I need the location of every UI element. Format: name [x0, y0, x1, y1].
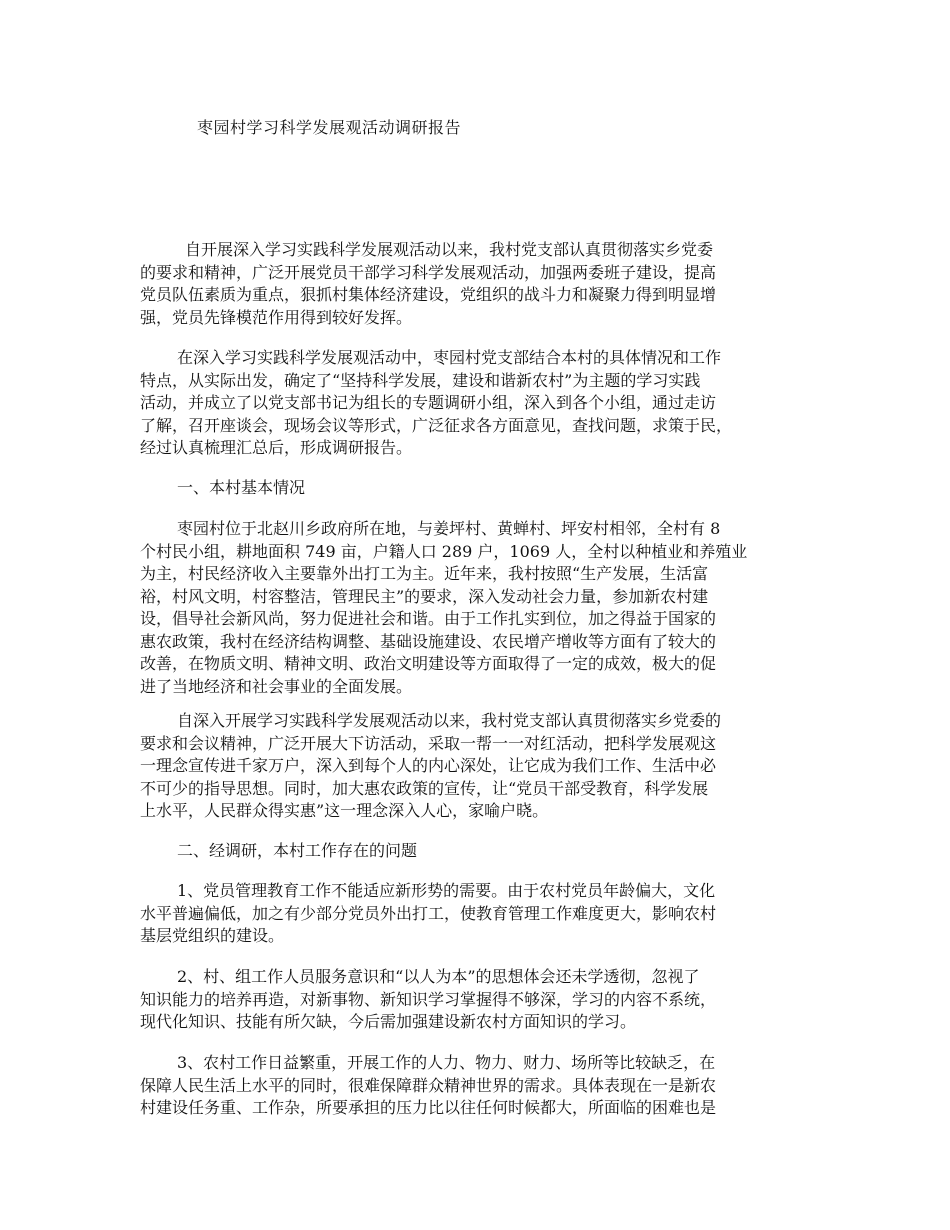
text-line: 为主，村民经济收入主要靠外出打工为主。近年来，我村按照“生产发展，生活富: [140, 564, 709, 583]
text-line: 了解，召开座谈会，现场会议等形式，广泛征求各方面意见，查找问题，求策于民，: [140, 415, 733, 435]
text-line: 知识能力的培养再造，对新事物、新知识学习掌握得不够深，学习的内容不系统，: [140, 989, 717, 1009]
paragraph-activities: [140, 710, 820, 823]
text-line: 的要求和精神，广泛开展党员干部学习科学发展观活动，加强两委班子建设，提高: [140, 262, 717, 282]
text-line: 惠农政策，我村在经济结构调整、基础设施建设、农民增产增收等方面有了较大的: [140, 631, 717, 651]
paragraph-issue-2: [140, 966, 820, 1034]
text-line: 2、村、组工作人员服务意识和“以人为本”的思想体会还未学透彻，忽视了: [177, 967, 700, 986]
text-line: 上水平，人民群众得实惠”这一理念深入人心，家喻户晓。: [140, 801, 549, 820]
document-title: 枣园村学习科学发展观活动调研报告: [197, 118, 462, 137]
text-line: 一理念宣传进千家万户，深入到每个人的内心深处，让它成为我们工作、生活中必: [140, 756, 717, 775]
text-line: 裕，村风文明，村容整洁，管理民主”的要求，深入发动社会力量，参加新农村建: [140, 586, 709, 606]
text-line: 党员队伍素质为重点，狠抓村集体经济建设，党组织的战斗力和凝聚力得到明显增: [140, 285, 717, 304]
text-line: 保障人民生活上水平的同时，很难保障群众精神世界的需求。具体表现在一是新农: [140, 1075, 717, 1095]
text-line: 水平普遍偏低，加之有少部分党员外出打工，使教育管理工作难度更大，影响农村: [140, 903, 717, 923]
text-line: 3、农村工作日益繁重，开展工作的人力、物力、财力、场所等比较缺乏，在: [177, 1053, 716, 1072]
text-line: 自深入开展学习实践科学发展观活动以来，我村党支部认真贯彻落实乡党委的: [177, 711, 722, 730]
paragraph-method: [140, 347, 820, 460]
text-line: 村建设任务重、工作杂，所要承担的压力比以往任何时候都大，所面临的困难也是: [140, 1098, 717, 1117]
text-line: 不可少的指导思想。同时，加大惠农政策的宣传，让“党员干部受教育，科学发展: [140, 778, 709, 798]
text-line: 个村民小组，耕地面积 749 亩，户籍人口 289 户，1069 人，全村以种植业和养殖业: [140, 541, 748, 561]
paragraph-issue-3: [140, 1052, 820, 1120]
text-line: 经过认真梳理汇总后，形成调研报告。: [140, 438, 413, 457]
text-line: 1、党员管理教育工作不能适应新形势的需要。由于农村党员年龄偏大，文化: [177, 881, 716, 900]
paragraph-basic-info: [140, 518, 820, 698]
text-line: 现代化知识、技能有所欠缺，今后需加强建设新农村方面知识的学习。: [140, 1012, 637, 1031]
section-heading: 二、经调研，本村工作存在的问题: [177, 841, 418, 860]
text-line: 在深入学习实践科学发展观活动中，枣园村党支部结合本村的具体情况和工作: [177, 348, 722, 367]
text-line: 特点，从实际出发，确定了“坚持科学发展，建设和谐新农村”为主题的学习实践: [140, 370, 701, 390]
text-line: 基层党组织的建设。: [140, 926, 285, 945]
text-line: 要求和会议精神，广泛开展大下访活动，采取一帮一一对红活动，把科学发展观这: [140, 733, 717, 753]
text-line: 进了当地经济和社会事业的全面发展。: [140, 676, 413, 696]
section-heading: 一、本村基本情况: [177, 478, 306, 497]
text-line: 活动，并成立了以党支部书记为组长的专题调研小组，深入到各个小组，通过走访: [140, 393, 717, 412]
text-line: 设，倡导社会新风尚，努力促进社会和谐。由于工作扎实到位，加之得益于国家的: [140, 609, 717, 628]
text-line: 强，党员先锋模范作用得到较好发挥。: [140, 307, 413, 327]
paragraph-issue-1: [140, 880, 820, 948]
text-line: 自开展深入学习实践科学发展观活动以来，我村党支部认真贯彻落实乡党委: [185, 240, 714, 259]
text-line: 改善，在物质文明、精神文明、政治文明建设等方面取得了一定的成效，极大的促: [140, 654, 717, 673]
paragraph-intro: [140, 239, 820, 329]
text-line: 枣园村位于北赵川乡政府所在地，与姜坪村、黄蝉村、坪安村相邻，全村有 8: [177, 519, 721, 538]
